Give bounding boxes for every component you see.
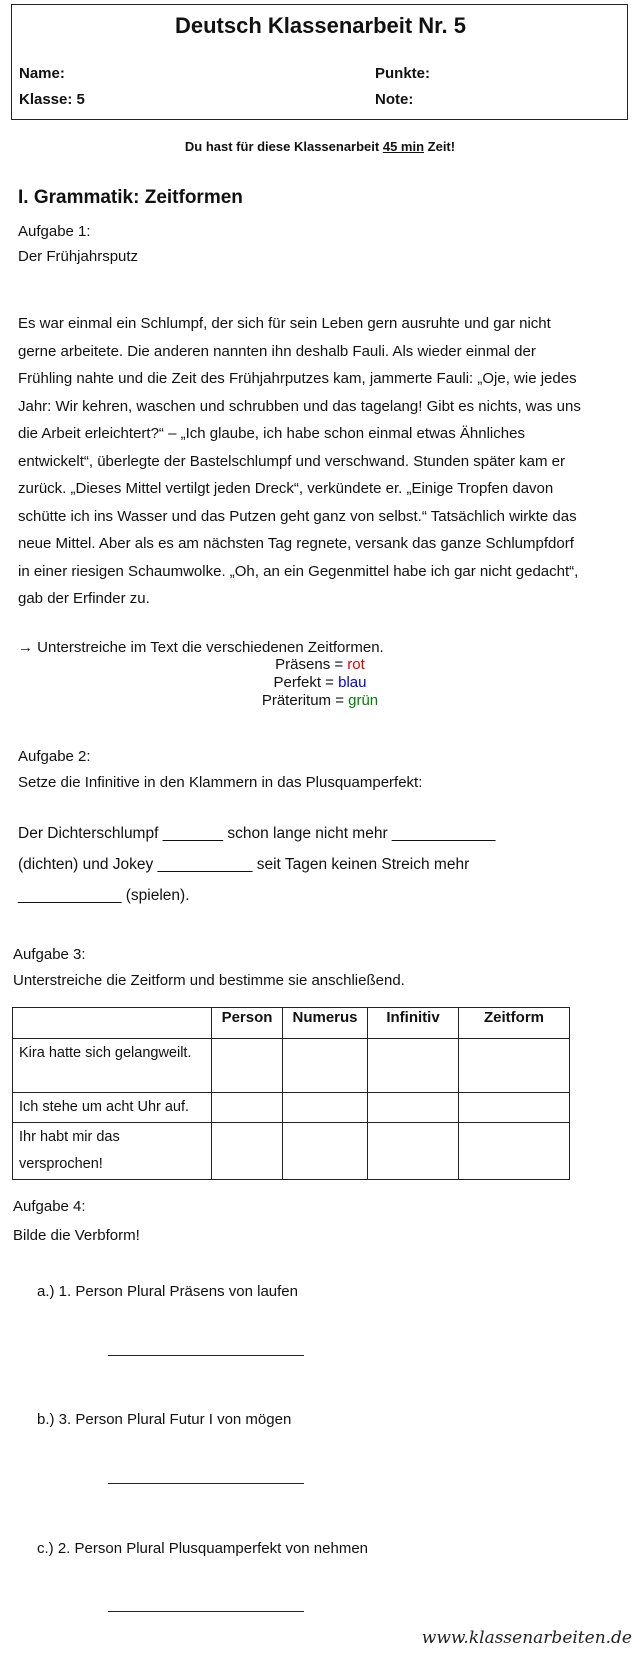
worksheet-title: Deutsch Klassenarbeit Nr. 5 bbox=[174, 13, 466, 38]
legend-label: Perfekt = bbox=[273, 674, 339, 691]
table-header-numerus: Numerus bbox=[283, 1008, 368, 1039]
time-note bbox=[0, 139, 640, 154]
task3-instruction: Unterstreiche die Zeitform und bestimme sie anschließend. bbox=[13, 972, 405, 989]
story-line: zurück. „Dieses Mittel vertilgt jeden Dreck“, verkündete er. „Einige Tropfen davon bbox=[18, 480, 554, 497]
header-box bbox=[11, 4, 628, 120]
table-header-empty bbox=[13, 1008, 212, 1039]
table-cell-numerus[interactable] bbox=[283, 1039, 368, 1093]
table-header-person: Person bbox=[212, 1008, 283, 1039]
answer-line-b[interactable] bbox=[108, 1483, 304, 1484]
time-note-before: Du hast für diese Klassenarbeit bbox=[184, 139, 383, 154]
section-title: I. Grammatik: Zeitformen bbox=[18, 187, 243, 208]
answer-line-c[interactable] bbox=[108, 1611, 304, 1612]
table-cell-zeitform[interactable] bbox=[459, 1039, 570, 1093]
time-note-after: Zeit! bbox=[424, 139, 456, 154]
legend-praesens bbox=[0, 656, 640, 674]
table-cell-numerus[interactable] bbox=[283, 1123, 368, 1180]
task3-heading: Aufgabe 3: bbox=[13, 946, 86, 963]
class-label: Klasse: 5 bbox=[19, 91, 85, 108]
fill-line: Der Dichterschlumpf _______ schon lange nicht mehr ____________ bbox=[18, 825, 496, 842]
story-line: die Arbeit erleichtert?“ – „Ich glaube, ich habe schon einmal etwas Ähnliches bbox=[18, 425, 525, 442]
legend-praeteritum bbox=[0, 692, 640, 710]
story-line: neue Mittel. Aber als es am nächsten Tag regnete, versank das ganze Schlumpfdorf bbox=[18, 535, 574, 552]
legend-perfekt bbox=[0, 674, 640, 692]
table-header-infinitiv: Infinitiv bbox=[368, 1008, 459, 1039]
task2-heading: Aufgabe 2: bbox=[18, 748, 91, 765]
tense-table bbox=[12, 1007, 570, 1180]
site-logo: www.klassenarbeiten.de bbox=[421, 1628, 632, 1648]
legend-color-word: grün bbox=[348, 692, 379, 709]
table-cell-zeitform[interactable] bbox=[459, 1123, 570, 1180]
task4-item-a: a.) 1. Person Plural Präsens von laufen bbox=[37, 1283, 298, 1300]
time-note-time: 45 min bbox=[382, 139, 425, 154]
story-line: gerne arbeitete. Die anderen nannten ihn deshalb Fauli. Als wieder einmal der bbox=[18, 342, 536, 360]
table-row bbox=[13, 1093, 570, 1123]
story-line: Frühling nahte und die Zeit des Frühjahrputzes kam, jammerte Fauli: „Oje, wie jedes bbox=[18, 370, 577, 387]
name-label: Name: bbox=[19, 65, 65, 82]
points-label: Punkte: bbox=[375, 65, 431, 82]
table-cell-sentence: Ich stehe um acht Uhr auf. bbox=[13, 1093, 212, 1123]
task2-fill-text bbox=[18, 818, 618, 911]
legend-label: Präteritum = bbox=[261, 692, 349, 709]
table-cell-person[interactable] bbox=[212, 1093, 283, 1123]
task4-heading: Aufgabe 4: bbox=[13, 1198, 86, 1215]
task1-heading: Aufgabe 1: bbox=[18, 223, 91, 240]
legend-color-word: rot bbox=[347, 656, 365, 673]
table-cell-infinitiv[interactable] bbox=[368, 1039, 459, 1093]
answer-line-a[interactable] bbox=[108, 1355, 304, 1356]
table-header-zeitform: Zeitform bbox=[459, 1008, 570, 1039]
story-text bbox=[18, 310, 622, 613]
fill-line: ____________ (spielen). bbox=[18, 887, 190, 904]
story-line: entwickelt“, überlegte der Bastelschlumpf und verschwand. Stunden später kam er bbox=[18, 452, 565, 470]
task1-subtitle: Der Frühjahrsputz bbox=[18, 248, 139, 265]
story-line: schütte ich ins Wasser und das Putzen geht ganz von selbst.“ Tatsächlich wirkte das bbox=[18, 507, 577, 525]
story-line: Jahr: Wir kehren, waschen und schrubben und das tagelang! Gibt es nichts, was uns bbox=[18, 397, 581, 415]
table-cell-sentence: Ihr habt mir das versprochen! bbox=[13, 1123, 212, 1180]
story-line: in einer riesigen Schaumwolke. „Oh, an ein Gegenmittel habe ich gar nicht gedacht“, bbox=[18, 562, 579, 580]
task4-item-b: b.) 3. Person Plural Futur I von mögen bbox=[37, 1411, 292, 1428]
table-cell-zeitform[interactable] bbox=[459, 1093, 570, 1123]
table-cell-infinitiv[interactable] bbox=[368, 1123, 459, 1180]
task1-instruction: → Unterstreiche im Text die verschiedenen Zeitformen. bbox=[18, 639, 384, 656]
grade-label: Note: bbox=[375, 91, 414, 108]
task4-instruction: Bilde die Verbform! bbox=[13, 1227, 140, 1244]
table-row bbox=[13, 1123, 570, 1180]
story-line: gab der Erfinder zu. bbox=[18, 590, 150, 607]
table-cell-numerus[interactable] bbox=[283, 1093, 368, 1123]
task2-instruction: Setze die Infinitive in den Klammern in das Plusquamperfekt: bbox=[18, 774, 423, 791]
table-cell-person[interactable] bbox=[212, 1123, 283, 1180]
table-cell-person[interactable] bbox=[212, 1039, 283, 1093]
table-cell-sentence: Kira hatte sich gelangweilt. bbox=[13, 1039, 212, 1093]
legend-color-word: blau bbox=[338, 674, 367, 691]
fill-line: (dichten) und Jokey ___________ seit Tagen keinen Streich mehr bbox=[18, 856, 470, 873]
task4-item-c: c.) 2. Person Plural Plusquamperfekt von nehmen bbox=[37, 1540, 369, 1557]
legend-label: Präsens = bbox=[275, 656, 348, 673]
table-cell-infinitiv[interactable] bbox=[368, 1093, 459, 1123]
story-line: Es war einmal ein Schlumpf, der sich für sein Leben gern ausruhte und gar nicht bbox=[18, 315, 551, 332]
table-header-row bbox=[13, 1008, 570, 1039]
table-row bbox=[13, 1039, 570, 1093]
